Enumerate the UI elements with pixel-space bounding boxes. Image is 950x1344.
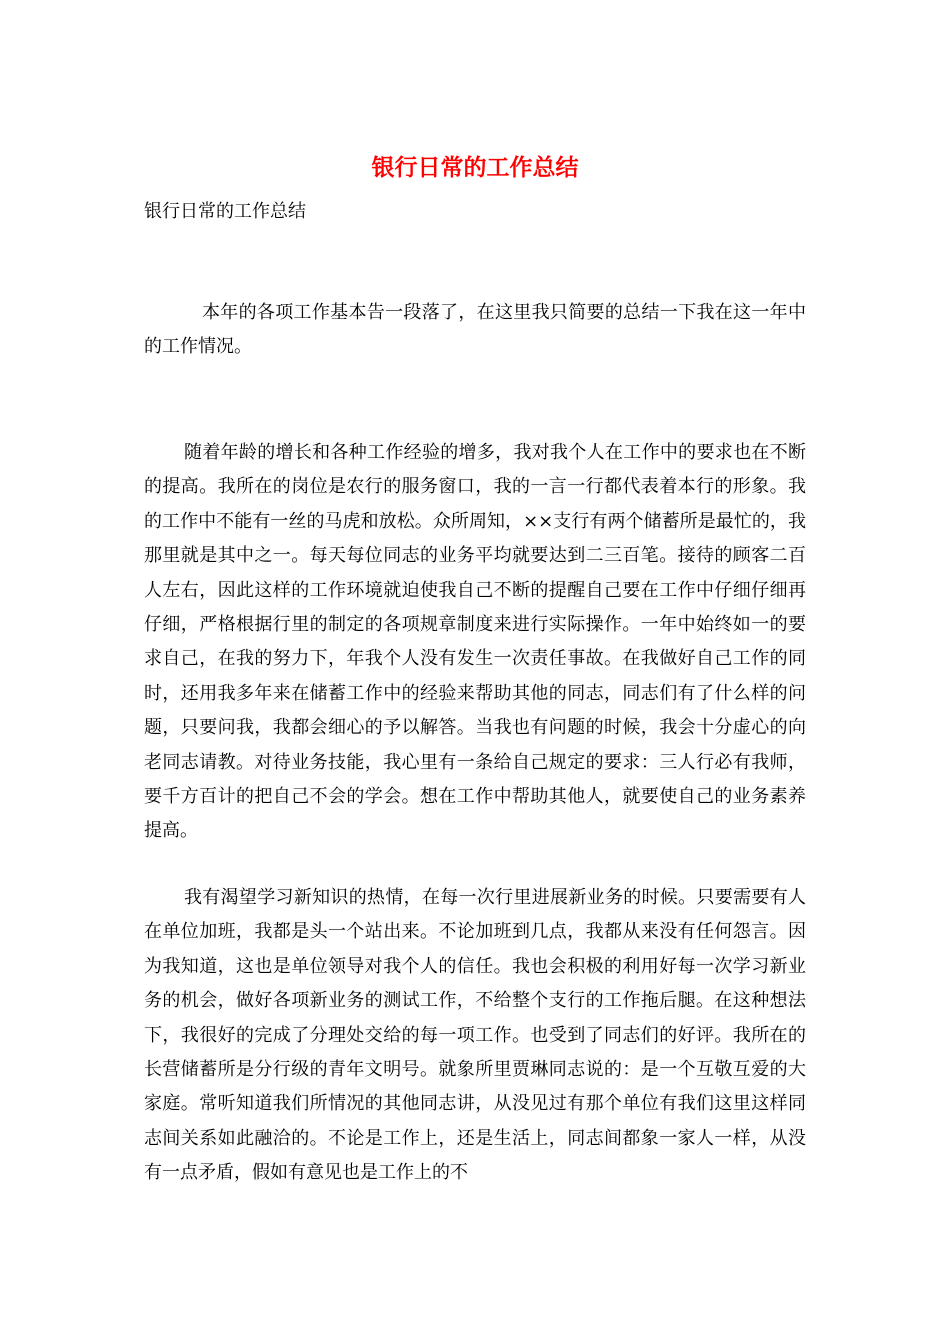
paragraph-work-requirements: 随着年龄的增长和各种工作经验的增多，我对我个人在工作中的要求也在不断的提高。我所在的岗位是农行的服务窗口，我的一言一行都代表着本行的形象。我的工作中不能有一丝的马虎和放松。众所周知，××支行有两个储蓄所是最忙的，我那里就是其中之一。每天每位同志的业务平均就要达到二三百笔。接待的顾客二百人左右，因此这样的工作环境就迫使我自己不断的提醒自己要在工作中仔细仔细再仔细，严格根据行里的制定的各项规章制度来进行实际操作。一年中始终如一的要求自己，在我的努力下，年我个人没有发生一次责任事故。在我做好自己工作的同时，还用我多年来在储蓄工作中的经验来帮助其他的同志，同志们有了什么样的问题，只要问我，我都会细心的予以解答。当我也有问题的时候，我会十分虚心的向老同志请教。对待业务技能，我心里有一条给自己规定的要求：三人行必有我师，要千方百计的把自己不会的学会。想在工作中帮助其他人，就要使自己的业务素养提高。 (144, 442, 806, 842)
page-title: 银行日常的工作总结 (371, 154, 579, 181)
paragraph-learning: 我有渴望学习新知识的热情，在每一次行里进展新业务的时候。只要需要有人在单位加班，我都是头一个站出来。不论加班到几点，我都从来没有任何怨言。因为我知道，这也是单位领导对我个人的信任。我也会积极的利用好每一次学习新业务的机会，做好各项新业务的测试工作，不给整个支行的工作拖后腿。在这种想法下，我很好的完成了分理处交给的每一项工作。也受到了同志们的好评。我所在的长营储蓄所是分行级的青年文明号。就象所里贾琳同志说的：是一个互敬互爱的大家庭。常听知道我们所情况的其他同志讲，从没见过有那个单位有我们这里这样同志间关系如此融洽的。不论是工作上，还是生活上，同志间都象一家人一样，从没有一点矛盾，假如有意见也是工作上的不 (144, 887, 806, 1184)
paragraph-intro: 本年的各项工作基本告一段落了，在这里我只简要的总结一下我在这一年中的工作情况。 (144, 302, 806, 358)
document-subtitle: 银行日常的工作总结 (144, 201, 306, 222)
